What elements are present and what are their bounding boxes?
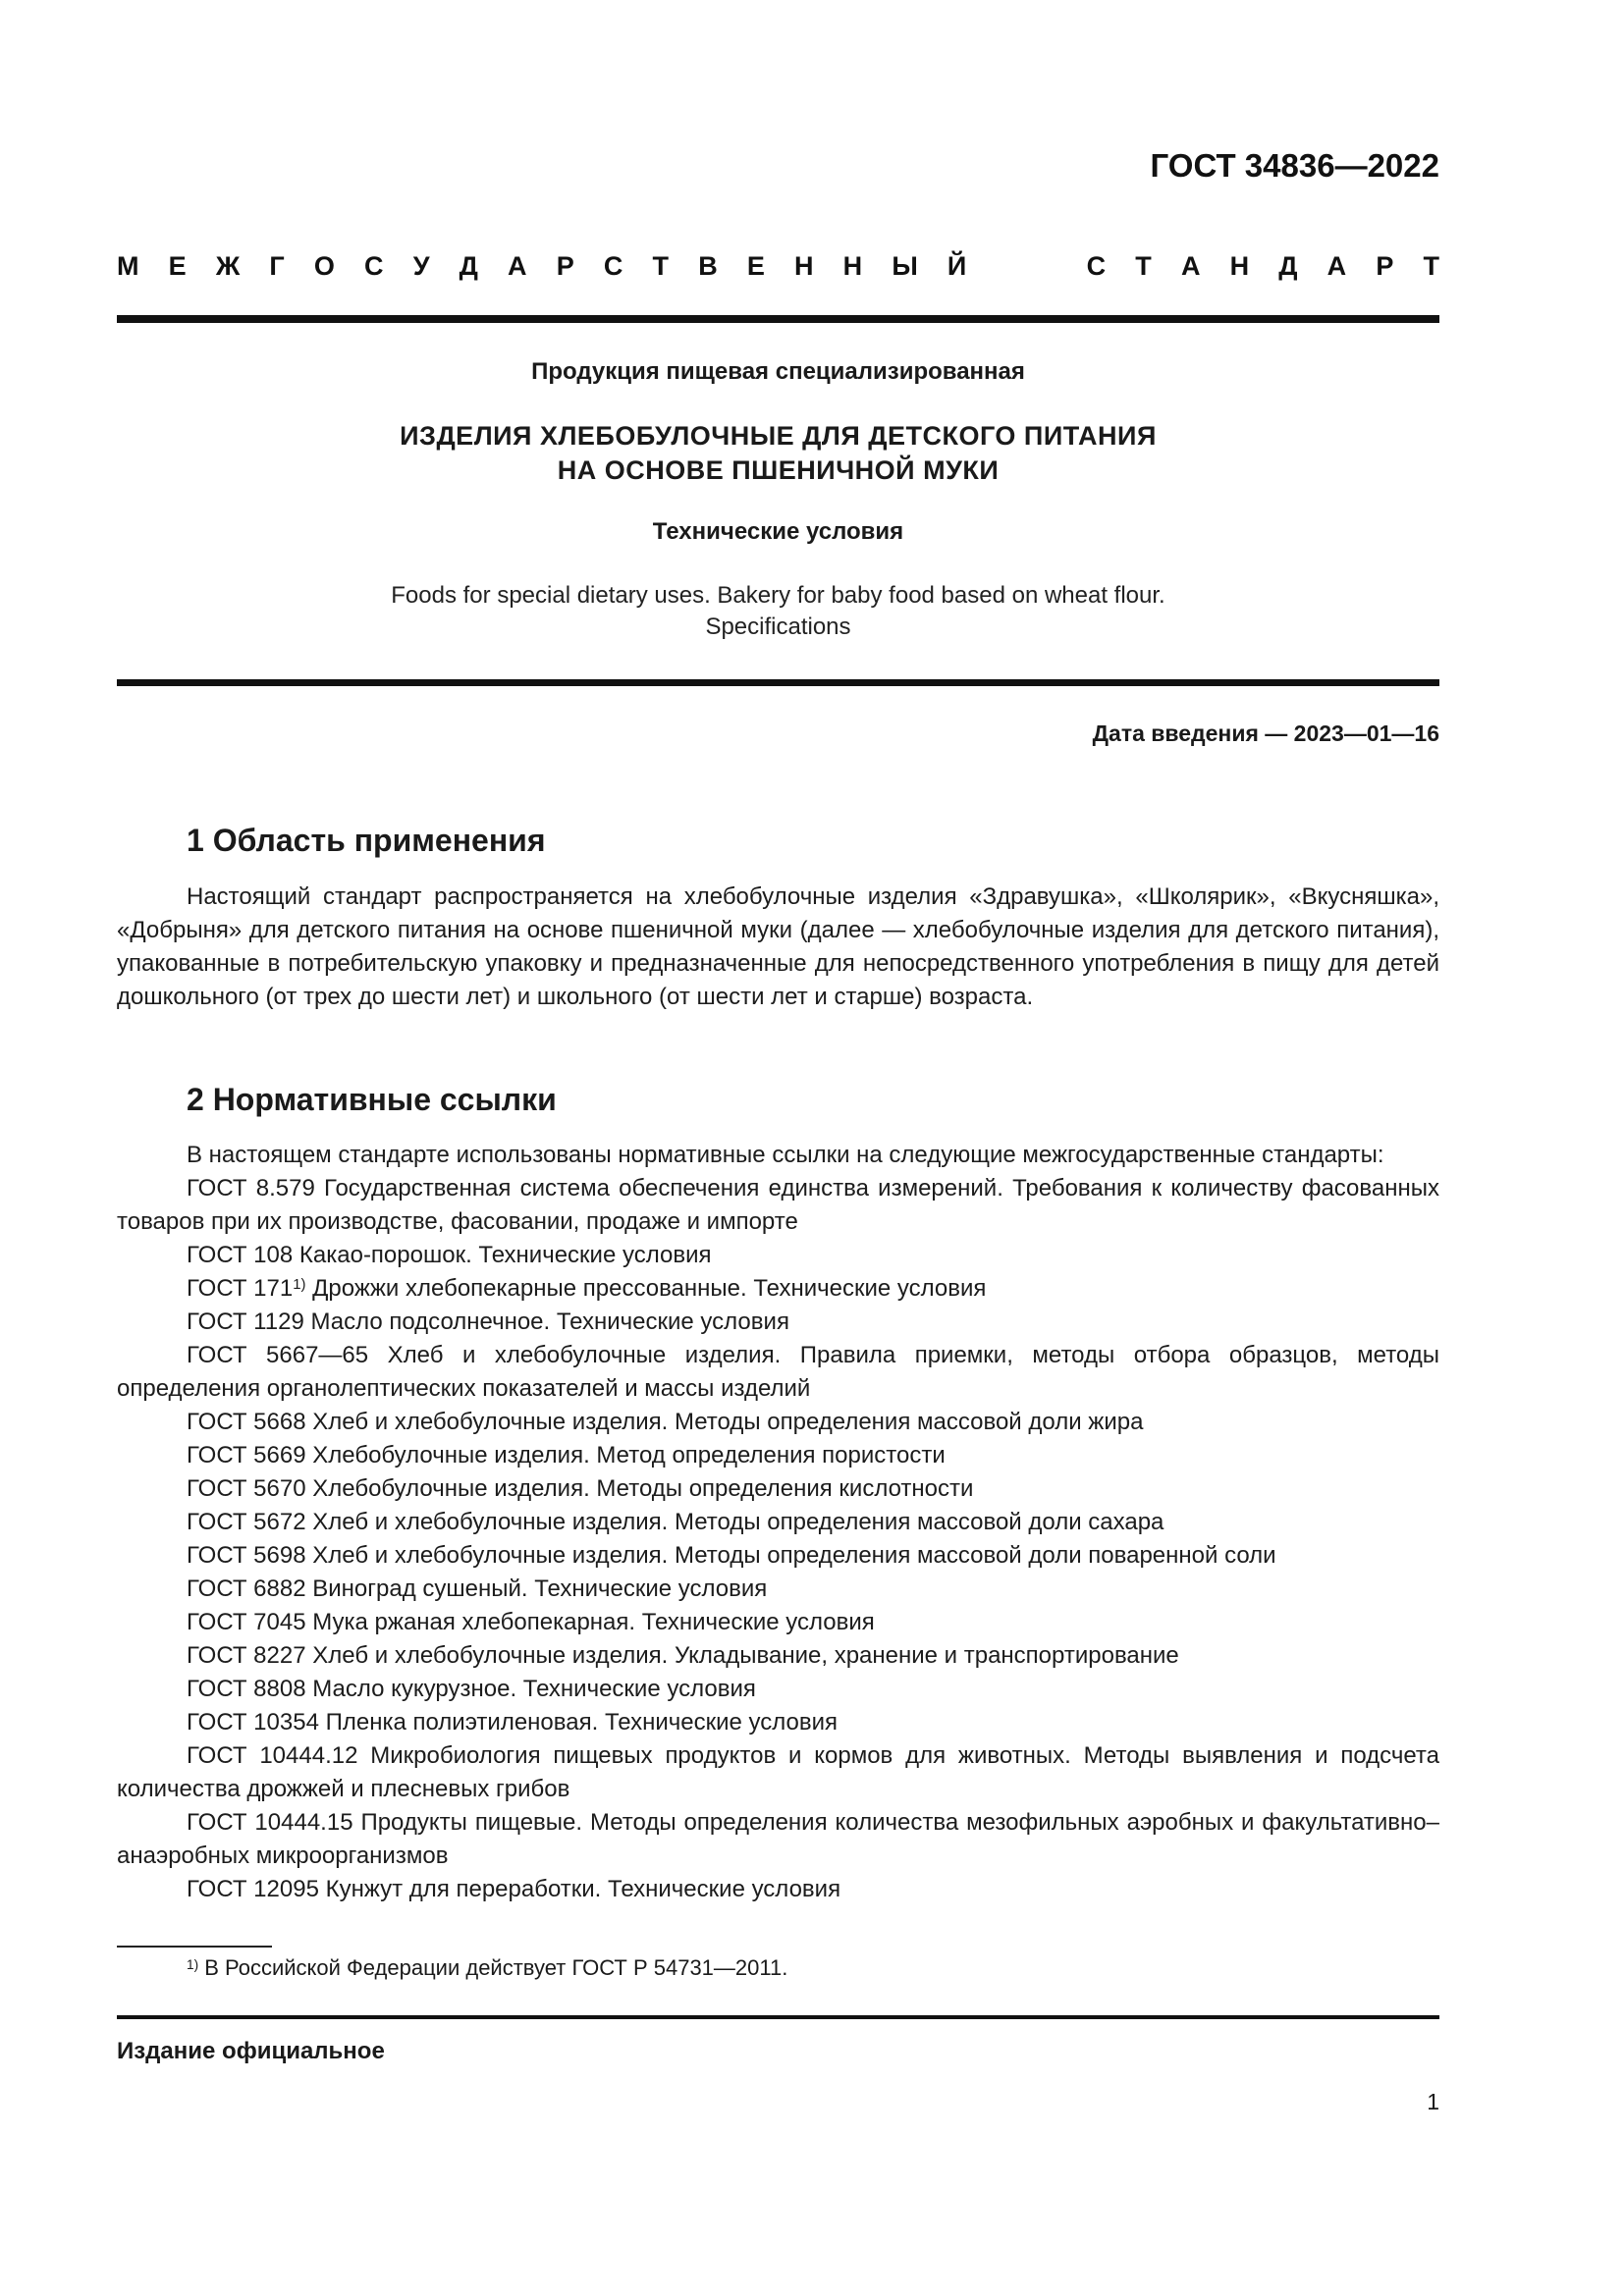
- heading-letter: М: [117, 251, 139, 281]
- heading-letter: Т: [1135, 251, 1152, 281]
- heading-letter: Т: [1423, 251, 1439, 281]
- english-title: [117, 580, 1439, 643]
- references-list: [117, 1139, 1439, 1906]
- section-heading: 2 Нормативные ссылки: [187, 1082, 557, 1117]
- footnote-number: 1): [187, 1956, 199, 1972]
- section-heading: 1 Область применения: [187, 823, 546, 858]
- reference-item: ГОСТ 5667—65 Хлеб и хлебобулочные изделия. Правила приемки, методы отбора образцов, методы определения органолептических показателей и массы изделий: [117, 1342, 1439, 1402]
- reference-item: ГОСТ 8.579 Государственная система обеспечения единства измерений. Требования к количеству фасованных товаров при их производстве, фасовании, продаже и импорте: [117, 1175, 1439, 1235]
- heading-letter: Р: [556, 251, 574, 281]
- reference-code: ГОСТ 171: [187, 1275, 294, 1302]
- reference-item: ГОСТ 8227 Хлеб и хлебобулочные изделия. Укладывание, хранение и транспортирование: [187, 1642, 1179, 1669]
- heading-letter: А: [508, 251, 527, 281]
- heading-letter: Н: [842, 251, 863, 281]
- reference-title: Дрожжи хлебопекарные прессованные. Технические условия: [305, 1275, 987, 1302]
- main-title-line: ИЗДЕЛИЯ ХЛЕБОБУЛОЧНЫЕ ДЛЯ ДЕТСКОГО ПИТАНИЯ: [400, 421, 1157, 451]
- section-paragraph: Настоящий стандарт распространяется на хлебобулочные изделия «Здравушка», «Школярик», «Вкусняшка», «Добрыня» для детского питания на основе пшеничной муки (далее — хлебобулочные изделия для детского питания), упакованные в потребительскую упаковку и предназначенные для непосредственного употребления в пищу для детей дошкольного (от трех до шести лет) и школьного (от шести лет и старше) возраста.: [117, 883, 1439, 1010]
- page-number: 1: [1427, 2089, 1439, 2114]
- heading-letter: Н: [1229, 251, 1250, 281]
- heading-letter: Д: [459, 251, 478, 281]
- heading-letter: У: [412, 251, 430, 281]
- english-title-line: Foods for special dietary uses. Bakery for baby food based on wheat flour.: [391, 582, 1165, 609]
- doc-number: ГОСТ 34836—2022: [1150, 147, 1439, 184]
- footnote-separator: [117, 1946, 272, 1948]
- reference-item: ГОСТ 6882 Виноград сушеный. Технические условия: [187, 1575, 768, 1602]
- heading-letter: Ж: [215, 251, 241, 281]
- heading-letter: О: [313, 251, 335, 281]
- heading-letter: Г: [269, 251, 285, 281]
- heading-letter: Р: [1376, 251, 1394, 281]
- heading-letter: Е: [746, 251, 765, 281]
- footnote: [117, 1953, 1439, 1983]
- reference-item: ГОСТ 108 Какао-порошок. Технические условия: [187, 1242, 712, 1268]
- footnote-text: В Российской Федерации действует ГОСТ Р 54731—2011.: [198, 1955, 788, 1980]
- reference-item: ГОСТ 10354 Пленка полиэтиленовая. Технические условия: [187, 1709, 839, 1735]
- heading-letter: Н: [794, 251, 814, 281]
- reference-item: ГОСТ 12095 Кунжут для переработки. Технические условия: [187, 1876, 841, 1902]
- standard-type-heading: [117, 251, 1439, 282]
- reference-item-with-footnote: [117, 1272, 1439, 1306]
- introduction-date: Дата введения — 2023—01—16: [1092, 721, 1439, 746]
- main-title: [117, 419, 1439, 488]
- english-title-line: Specifications: [705, 614, 851, 640]
- heading-letter: В: [698, 251, 718, 281]
- reference-item: ГОСТ 1129 Масло подсолнечное. Технические условия: [187, 1308, 789, 1335]
- heading-letter: Е: [168, 251, 187, 281]
- heading-letter: С: [603, 251, 623, 281]
- reference-item: ГОСТ 7045 Мука ржаная хлебопекарная. Технические условия: [187, 1609, 875, 1635]
- heading-letter: Т: [652, 251, 670, 281]
- reference-item: ГОСТ 5698 Хлеб и хлебобулочные изделия. Методы определения массовой доли поваренной соли: [187, 1542, 1276, 1569]
- heading-letter: А: [1180, 251, 1201, 281]
- product-type: Продукция пищевая специализированная: [531, 358, 1025, 385]
- heading-letter: Д: [1278, 251, 1298, 281]
- subtitle: Технические условия: [652, 518, 904, 545]
- middle-rule: [117, 679, 1439, 686]
- reference-item: ГОСТ 5670 Хлебобулочные изделия. Методы определения кислотности: [187, 1475, 974, 1502]
- reference-item: ГОСТ 10444.15 Продукты пищевые. Методы определения количества мезофильных аэробных и факультативно–анаэробных микроорганизмов: [117, 1809, 1439, 1869]
- heading-letter: С: [1086, 251, 1107, 281]
- reference-item: ГОСТ 5669 Хлебобулочные изделия. Метод определения пористости: [187, 1442, 946, 1468]
- top-rule: [117, 315, 1439, 323]
- heading-letter: А: [1326, 251, 1347, 281]
- edition-label: Издание официальное: [117, 2038, 385, 2064]
- reference-item: ГОСТ 10444.12 Микробиология пищевых продуктов и кормов для животных. Методы выявления и подсчета количества дрожжей и плесневых грибов: [117, 1742, 1439, 1802]
- reference-item: ГОСТ 5672 Хлеб и хлебобулочные изделия. Методы определения массовой доли сахара: [187, 1509, 1164, 1535]
- reference-item: ГОСТ 5668 Хлеб и хлебобулочные изделия. Методы определения массовой доли жира: [187, 1409, 1144, 1435]
- heading-letter: Й: [947, 251, 967, 281]
- heading-letter: Ы: [892, 251, 918, 281]
- word-gap: [996, 251, 1056, 282]
- heading-letter: С: [364, 251, 384, 281]
- main-title-line: НА ОСНОВЕ ПШЕНИЧНОЙ МУКИ: [557, 455, 1000, 485]
- reference-item: ГОСТ 8808 Масло кукурузное. Технические условия: [187, 1676, 756, 1702]
- bottom-rule: [117, 2015, 1439, 2019]
- footnote-marker[interactable]: 1): [293, 1277, 306, 1294]
- references-intro: В настоящем стандарте использованы нормативные ссылки на следующие межгосударственные стандарты:: [187, 1142, 1384, 1168]
